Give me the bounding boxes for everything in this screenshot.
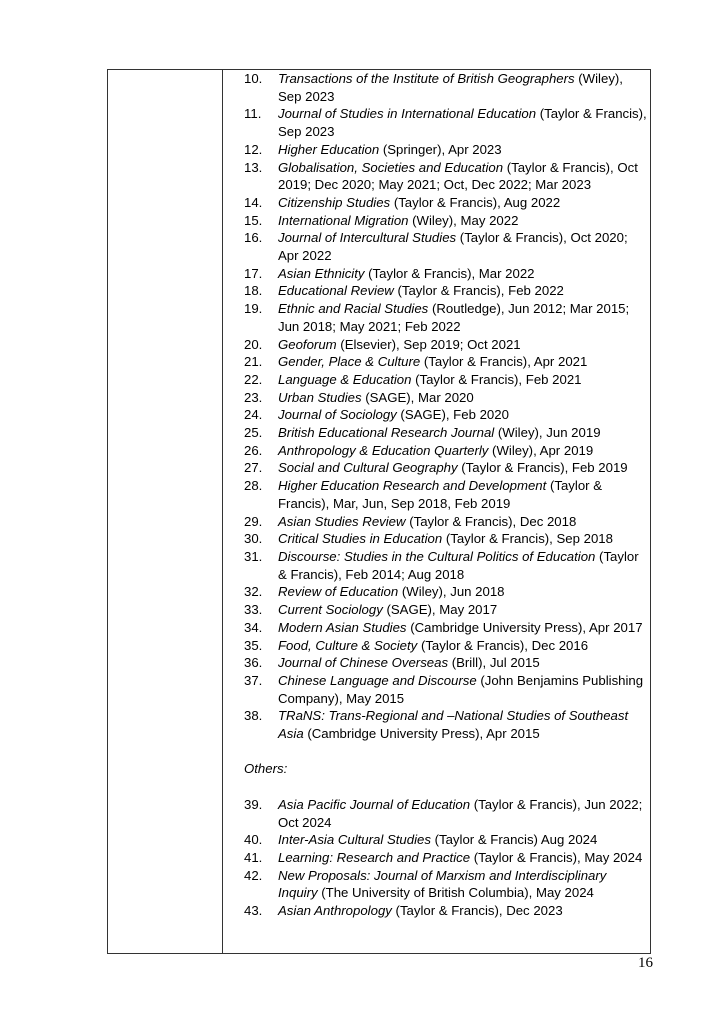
item-number: 24. (244, 407, 263, 423)
journal-details: (Taylor & Francis) Aug 2024 (430, 832, 598, 848)
list-item (244, 583, 648, 601)
list-item (244, 513, 648, 531)
journal-details: (Taylor & Francis), Sep 2018 (442, 531, 613, 547)
list-item (244, 371, 648, 389)
journal-details: (Wiley), Apr 2019 (488, 442, 594, 458)
item-number: 22. (244, 371, 263, 387)
journal-details: (SAGE), Feb 2020 (396, 407, 509, 423)
journal-title: Asian Anthropology (278, 903, 392, 919)
list-item (244, 300, 648, 335)
item-number: 37. (244, 672, 263, 688)
journal-title: Social and Cultural Geography (278, 460, 458, 476)
list-item (244, 831, 648, 849)
journal-title: Globalisation, Societies and Education (278, 159, 504, 175)
journal-details: (Brill), Jul 2015 (448, 655, 540, 671)
item-number: 10. (244, 71, 263, 86)
item-number: 26. (244, 442, 263, 458)
journal-details: (Taylor & Francis), Feb 2019 (457, 460, 628, 476)
list-item (244, 105, 648, 140)
journal-details: (Taylor & Francis), Dec 2018 (405, 513, 577, 529)
list-item (244, 672, 648, 707)
journal-details: (Taylor & Francis), Oct 2020; Apr 2022 (278, 230, 628, 264)
journal-title: Higher Education (278, 141, 380, 157)
journal-details: (Taylor & Francis), Feb 2022 (393, 283, 564, 299)
journal-details: (Springer), Apr 2023 (379, 141, 502, 157)
journal-title: British Educational Research Journal (278, 425, 495, 441)
item-number: 33. (244, 602, 263, 618)
list-item (244, 212, 648, 230)
list-item (244, 601, 648, 619)
journal-details: (Taylor & Francis), Aug 2022 (390, 194, 561, 210)
item-number: 20. (244, 336, 263, 352)
list-item (244, 282, 648, 300)
list-item (244, 548, 648, 583)
page-number: 16 (638, 955, 653, 971)
journal-title: Asia Pacific Journal of Education (278, 796, 471, 812)
cv-table (107, 69, 651, 954)
journal-details: (Taylor & Francis), Apr 2021 (420, 354, 588, 370)
journal-title: Journal of Intercultural Studies (278, 230, 457, 246)
journal-title: New Proposals: Journal of Marxism and Interdisciplinary Inquiry (278, 867, 607, 901)
journal-title: Gender, Place & Culture (278, 354, 421, 370)
journal-title: TRaNS: Trans-Regional and –National Studies of Southeast Asia (278, 708, 629, 742)
journal-details: (Cambridge University Press), Apr 2017 (406, 619, 643, 635)
list-item (244, 619, 648, 637)
journal-title: Citizenship Studies (278, 194, 391, 210)
item-number: 36. (244, 655, 263, 671)
item-number: 32. (244, 584, 263, 600)
journal-details: (Taylor & Francis), Mar, Jun, Sep 2018, Feb 2019 (278, 478, 603, 511)
list-item (244, 902, 648, 920)
item-number: 18. (244, 283, 263, 299)
item-number: 14. (244, 194, 263, 210)
item-number: 11. (244, 106, 262, 122)
list-item (244, 424, 648, 442)
list-item (244, 530, 648, 548)
journal-details: (SAGE), May 2017 (382, 602, 498, 618)
item-number: 29. (244, 513, 263, 529)
journal-title: Journal of Sociology (278, 407, 397, 423)
journal-title: Food, Culture & Society (278, 637, 418, 653)
item-number: 27. (244, 460, 263, 476)
journal-details: (Taylor & Francis), Feb 2014; Aug 2018 (278, 548, 639, 582)
journal-details: (Cambridge University Press), Apr 2015 (303, 726, 540, 742)
journal-title: Modern Asian Studies (278, 619, 407, 635)
list-item (244, 637, 648, 655)
journal-title: Current Sociology (278, 602, 383, 618)
list-item (244, 867, 648, 902)
list-item (244, 70, 648, 105)
journal-title: Ethnic and Racial Studies (278, 301, 429, 317)
journal-title: International Migration (278, 212, 409, 228)
list-item (244, 265, 648, 283)
column-divider (222, 70, 223, 953)
item-number: 17. (244, 265, 263, 281)
item-number: 23. (244, 389, 263, 405)
journal-details: (Wiley), Jun 2019 (494, 425, 601, 441)
item-number: 16. (244, 230, 263, 246)
journal-title: Inter-Asia Cultural Studies (278, 832, 431, 848)
list-item (244, 707, 648, 742)
list-item (244, 229, 648, 264)
journal-details: (Taylor & Francis), Jun 2022; Oct 2024 (278, 796, 643, 830)
journal-details: (Taylor & Francis), Feb 2021 (411, 371, 582, 387)
list-item (244, 796, 648, 831)
journal-title: Discourse: Studies in the Cultural Politics of Education (278, 548, 596, 564)
item-number: 40. (244, 832, 263, 848)
journal-details: (Routledge), Jun 2012; Mar 2015; Jun 2018; May 2021; Feb 2022 (278, 301, 630, 334)
others-heading: Others: (244, 761, 288, 777)
journal-details: (Wiley), Sep 2023 (278, 71, 623, 104)
item-number: 13. (244, 159, 263, 175)
journal-title: Educational Review (278, 283, 394, 299)
list-item (244, 477, 648, 512)
journal-details: (Taylor & Francis), Mar 2022 (364, 265, 535, 281)
journal-details: (Wiley), Jun 2018 (398, 584, 505, 600)
item-number: 41. (244, 849, 263, 865)
list-item (244, 336, 648, 354)
item-number: 15. (244, 212, 263, 228)
journal-details: (Taylor & Francis), Dec 2023 (391, 903, 563, 919)
journal-title: Transactions of the Institute of British Geographers (278, 71, 575, 86)
journal-title: Urban Studies (278, 389, 362, 405)
list-item (244, 194, 648, 212)
journal-title: Asian Studies Review (278, 513, 406, 529)
journal-title: Journal of Studies in International Education (278, 106, 537, 122)
item-number: 35. (244, 637, 263, 653)
item-number: 39. (244, 796, 263, 812)
list-item (244, 141, 648, 159)
reviewer-list-cell (244, 70, 648, 920)
list-item (244, 406, 648, 424)
journal-title: Asian Ethnicity (278, 265, 365, 281)
journal-details: (Wiley), May 2022 (408, 212, 519, 228)
item-number: 34. (244, 619, 263, 635)
item-number: 12. (244, 141, 263, 157)
item-number: 43. (244, 903, 263, 919)
journal-title: Anthropology & Education Quarterly (278, 442, 489, 458)
journal-list (244, 70, 648, 743)
journal-title: Language & Education (278, 371, 412, 387)
list-item (244, 389, 648, 407)
journal-title: Higher Education Research and Development (278, 478, 547, 494)
journal-title: Journal of Chinese Overseas (278, 655, 449, 671)
item-number: 30. (244, 531, 263, 547)
journal-title: Learning: Research and Practice (278, 849, 471, 865)
journal-details: (SAGE), Mar 2020 (361, 389, 474, 405)
list-item (244, 442, 648, 460)
list-item (244, 849, 648, 867)
journal-details: (The University of British Columbia), May 2024 (317, 885, 594, 901)
journal-details: (Taylor & Francis), Dec 2016 (417, 637, 589, 653)
journal-title: Geoforum (278, 336, 337, 352)
item-number: 38. (244, 708, 263, 724)
journal-details: (Elsevier), Sep 2019; Oct 2021 (336, 336, 521, 352)
journal-details: (John Benjamins Publishing Company), May 2015 (278, 672, 644, 706)
journal-title: Review of Education (278, 584, 399, 600)
journal-details: (Taylor & Francis), Oct 2019; Dec 2020; May 2021; Oct, Dec 2022; Mar 2023 (278, 159, 638, 193)
others-journal-list (244, 796, 648, 920)
journal-details: (Taylor & Francis), Sep 2023 (278, 106, 647, 140)
journal-details: (Taylor & Francis), May 2024 (470, 849, 643, 865)
list-item (244, 159, 648, 194)
journal-title: Chinese Language and Discourse (278, 672, 477, 688)
item-number: 31. (244, 548, 263, 564)
list-item (244, 459, 648, 477)
item-number: 28. (244, 478, 263, 494)
journal-title: Critical Studies in Education (278, 531, 443, 547)
item-number: 19. (244, 301, 263, 317)
item-number: 21. (244, 354, 263, 370)
list-item (244, 654, 648, 672)
item-number: 25. (244, 425, 263, 441)
list-item (244, 353, 648, 371)
item-number: 42. (244, 867, 263, 883)
